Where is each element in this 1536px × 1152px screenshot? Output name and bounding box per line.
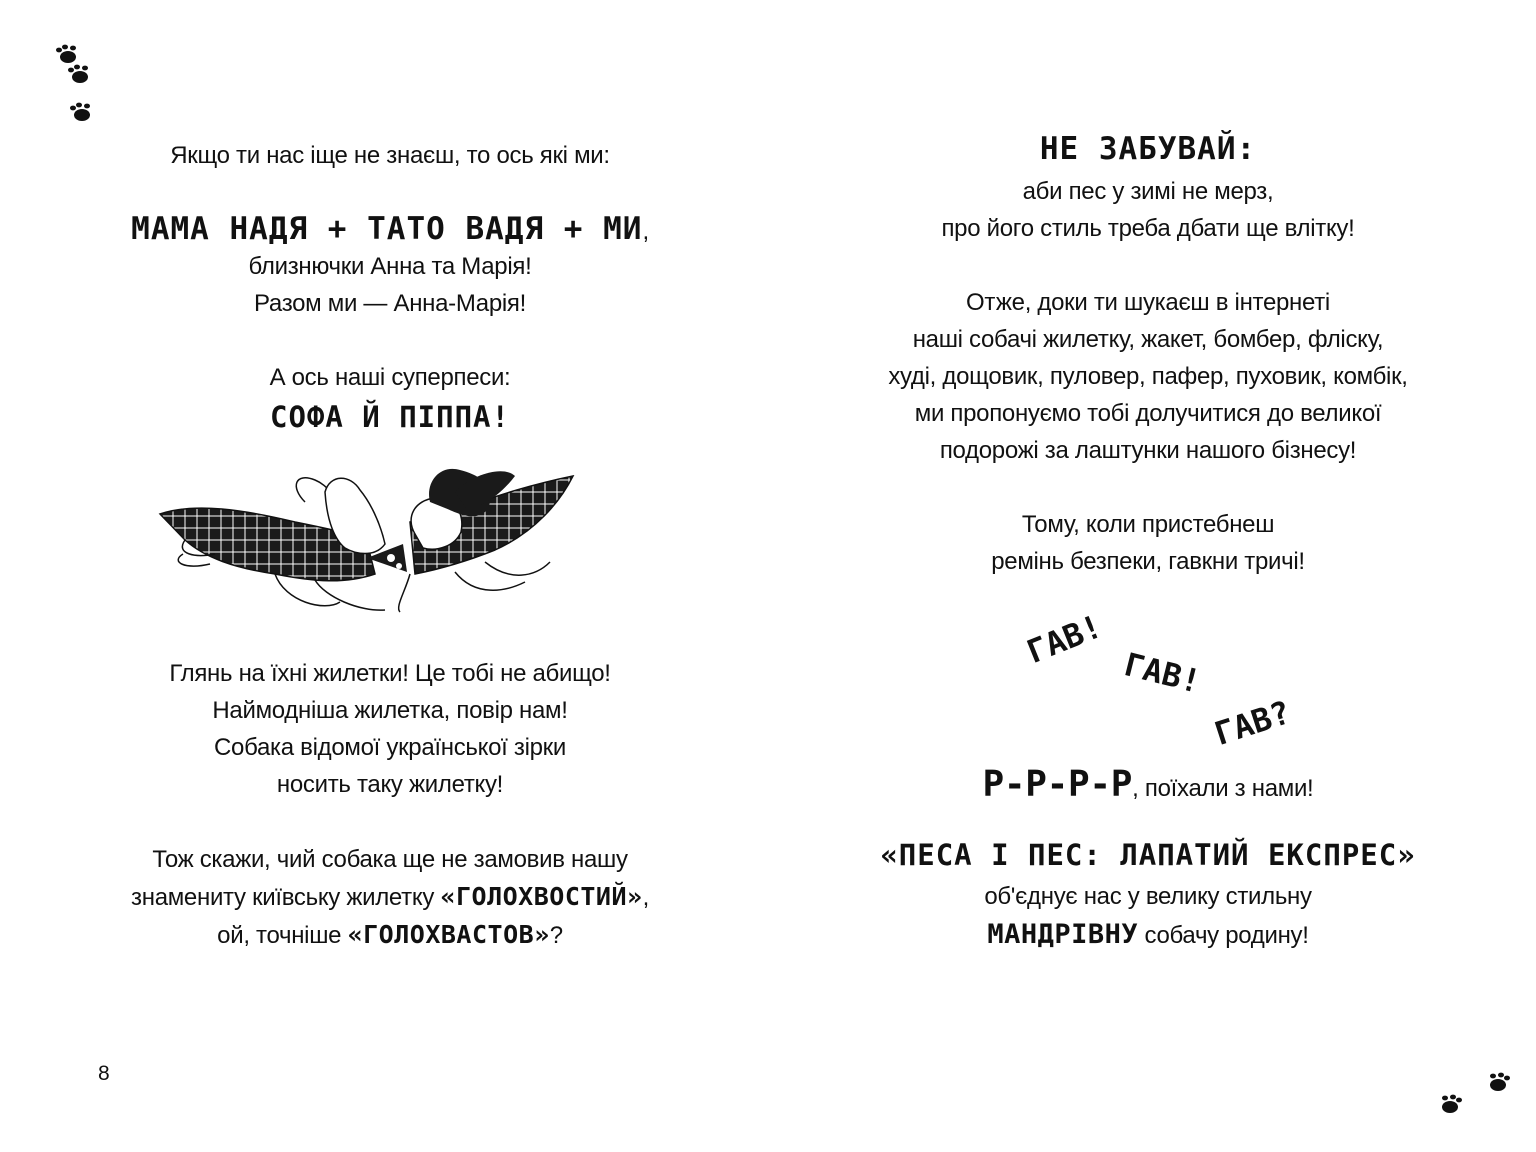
ask-line-3 — [0, 918, 780, 953]
paw-print-icon — [54, 44, 80, 66]
brand-golokhvostyi: «ГОЛОХВОСТИЙ» — [440, 882, 643, 911]
seatbelt-line-1: Тому, коли пристебнеш — [1021, 511, 1275, 538]
offer-line-3: худі, дощовик, пуловер, пафер, пуховик, комбік, — [888, 363, 1408, 390]
growl-line — [760, 764, 1536, 810]
dogs-illustration — [155, 462, 580, 630]
paw-print-icon — [68, 102, 94, 124]
offer-line-4: ми пропонуємо тобі долучитися до великої — [914, 400, 1382, 427]
vest-line-3: Собака відомої української зірки — [214, 734, 566, 761]
growl-rest: , поїхали з нами! — [1132, 775, 1314, 802]
ask-line-3-qmark: ? — [549, 922, 563, 949]
vest-line-4: носить таку жилетку! — [276, 771, 504, 798]
family-comma: , — [642, 218, 649, 245]
growl-text: Р-Р-Р-Р — [982, 764, 1133, 805]
woof-2: ГАВ! — [1120, 645, 1205, 701]
page-number: 8 — [98, 1062, 110, 1085]
reminder-line-2: про його стиль треба дбати ще влітку! — [941, 215, 1355, 242]
paw-print-icon — [66, 64, 92, 86]
family-heading-line — [0, 210, 780, 251]
vest-line-2: Наймодніша жилетка, повір нам! — [212, 697, 568, 724]
dogs-names — [0, 398, 780, 439]
reminder-heading-text: НЕ ЗАБУВАЙ: — [1039, 131, 1257, 167]
ask-line-2 — [0, 880, 780, 915]
offer-line-2: наші собачі жилетку, жакет, бомбер, фліску, — [912, 326, 1384, 353]
reminder-heading — [760, 130, 1536, 171]
ask-line-3-text: ой, точніше — [217, 922, 348, 949]
dogs-names-text: СОФА Й ПІППА! — [270, 400, 510, 434]
family-heading: МАМА НАДЯ + ТАТО ВАДЯ + МИ — [131, 211, 643, 247]
right-page — [760, 0, 1536, 1152]
ask-line-2-comma: , — [642, 884, 649, 911]
paw-print-icon — [1438, 1094, 1464, 1116]
ask-line-1: Тож скажи, чий собака ще не замовив нашу — [152, 846, 628, 873]
unite-line-2 — [760, 918, 1536, 953]
paw-print-icon — [1486, 1072, 1512, 1094]
brand-golokhvastov: «ГОЛОХВАСТОВ» — [347, 920, 550, 949]
unite-word: МАНДРІВНУ — [987, 919, 1139, 950]
unite-rest: собачу родину! — [1138, 922, 1309, 949]
brand-title — [760, 836, 1536, 877]
intro-line: Якщо ти нас іще не знаєш, то ось які ми: — [170, 142, 610, 169]
brand-title-text: «ПЕСА І ПЕС: ЛАПАТИЙ ЕКСПРЕС» — [880, 838, 1416, 872]
dogs-intro-line: А ось наші суперпеси: — [269, 364, 511, 391]
reminder-line-1: аби пес у зимі не мерз, — [1022, 178, 1274, 205]
twins-line: близнючки Анна та Марія! — [248, 253, 532, 280]
offer-line-1: Отже, доки ти шукаєш в інтернеті — [966, 289, 1330, 316]
woof-1: ГАВ! — [1021, 606, 1108, 672]
seatbelt-line-2: ремінь безпеки, гавкни тричі! — [991, 548, 1305, 575]
vest-line-1: Глянь на їхні жилетки! Це тобі не абищо! — [169, 660, 611, 687]
ask-line-2-text: знамениту київську жилетку — [131, 884, 441, 911]
woof-3: ГАВ? — [1210, 693, 1296, 753]
together-line: Разом ми — Анна-Марія! — [254, 290, 526, 317]
offer-line-5: подорожі за лаштунки нашого бізнесу! — [939, 437, 1357, 464]
unite-line: об'єднує нас у велику стильну — [984, 883, 1312, 910]
